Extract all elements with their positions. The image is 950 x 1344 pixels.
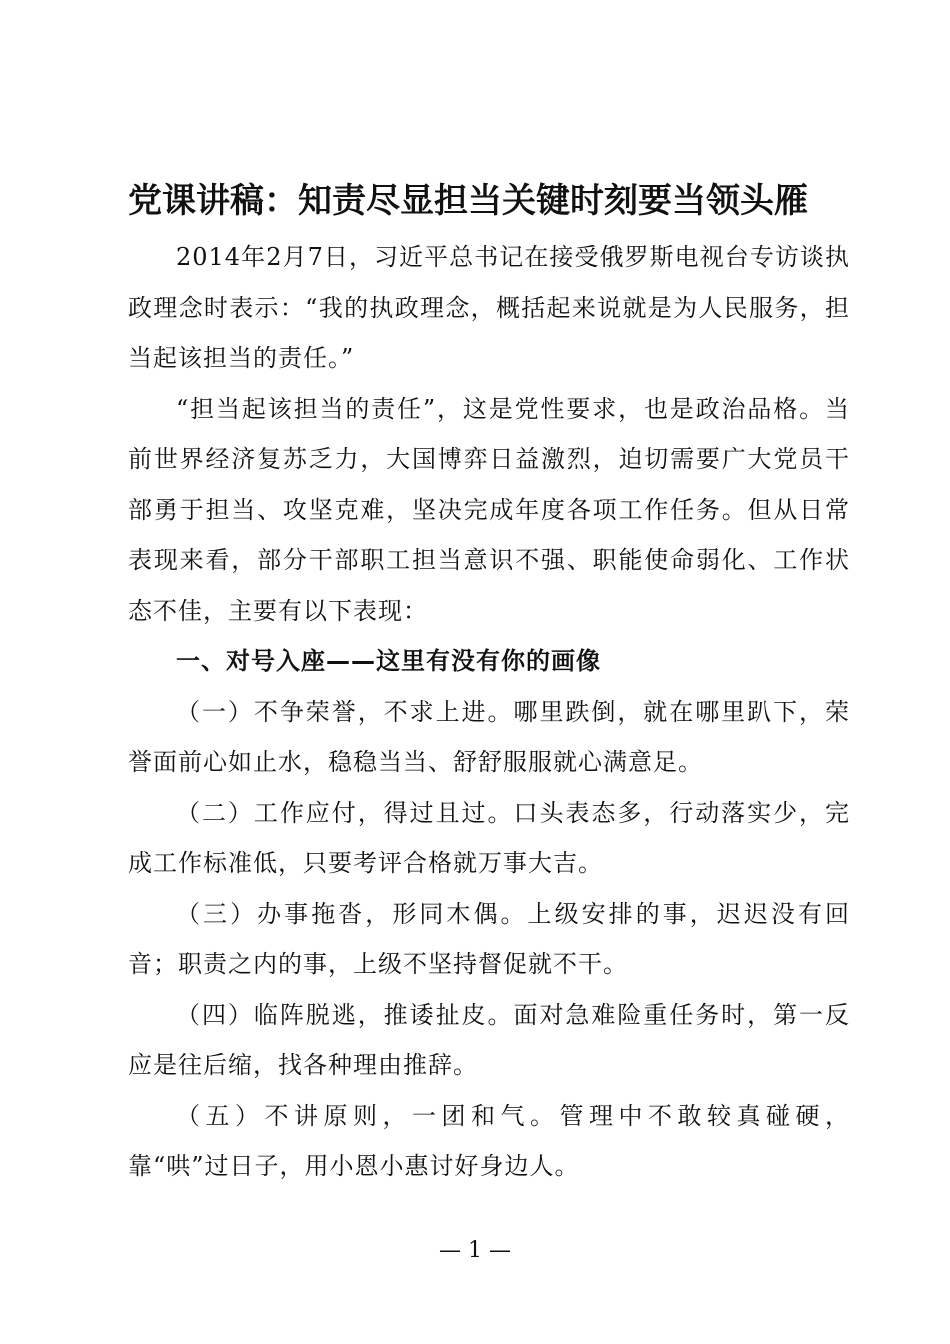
document-body — [128, 232, 850, 1192]
list-item-3: （三）办事拖沓，形同木偶。上级安排的事，迟迟没有回音；职责之内的事，上级不坚持督促就不干。 — [128, 899, 850, 978]
list-item-2: （二）工作应付，得过且过。口头表态多，行动落实少，完成工作标准低，只要考评合格就万事大吉。 — [128, 798, 850, 877]
list-item-5: （五）不讲原则，一团和气。管理中不敢较真碰硬，靠“哄”过日子，用小恩小惠讨好身边人。 — [128, 1101, 850, 1180]
list-item-1: （一）不争荣誉，不求上进。哪里跌倒，就在哪里趴下，荣誉面前心如止水，稳稳当当、舒舒服服就心满意足。 — [128, 697, 850, 776]
paragraph-responsibility: “担当起该担当的责任”，这是党性要求，也是政治品格。当前世界经济复苏乏力，大国博弈日益激烈，迫切需要广大党员干部勇于担当、攻坚克难，坚决完成年度各项工作任务。但从日常表现来看，部分干部职工担当意识不强、职能使命弱化、工作状态不佳，主要有以下表现： — [128, 394, 850, 625]
page-number: — 1 — — [439, 1238, 511, 1263]
section-heading-1: 一、对号入座——这里有没有你的画像 — [176, 647, 601, 675]
paragraph-intro: 2014年2月7日，习近平总书记在接受俄罗斯电视台专访谈执政理念时表示：“我的执政理念，概括起来说就是为人民服务，担当起该担当的责任。” — [128, 243, 850, 372]
list-item-4: （四）临阵脱逃，推诿扯皮。面对急难险重任务时，第一反应是往后缩，找各种理由推辞。 — [128, 1000, 850, 1079]
document-title: 党课讲稿：知责尽显担当关键时刻要当领头雁 — [128, 181, 808, 221]
